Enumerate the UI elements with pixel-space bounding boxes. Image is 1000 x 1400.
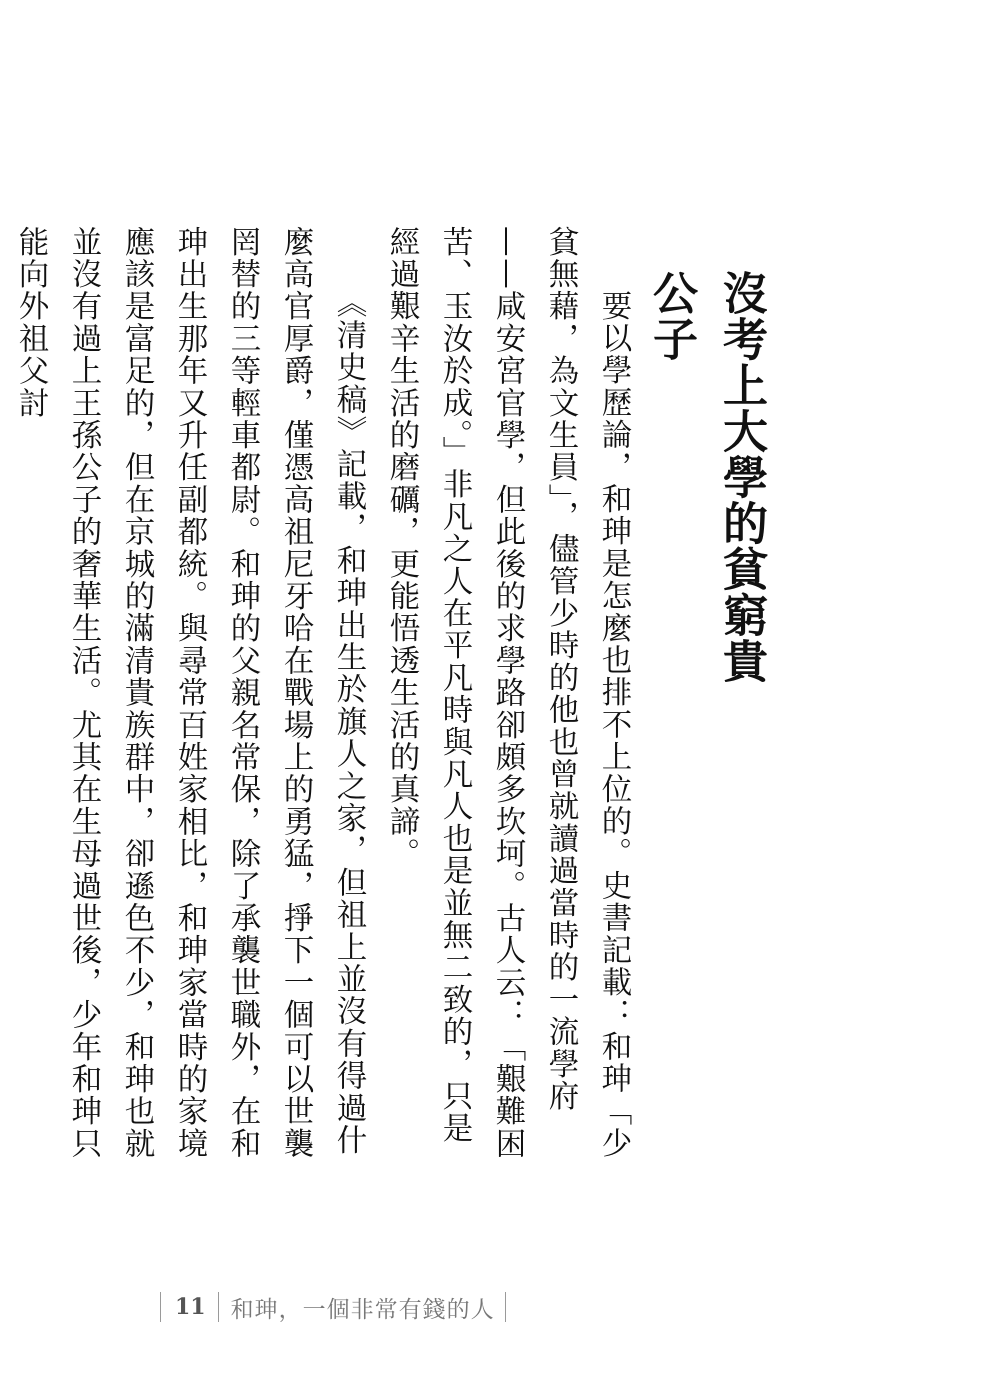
paragraph-2: 《清史稿》記載，和珅出生於旗人之家，但祖上並沒有得過什麼高官厚爵，僅憑高祖尼牙哈在戰場上的勇猛，掙下一個可以世襲罔替的三等輕車都尉。和珅的父親名常保，除了承襲世職外，在和珅出生那年又升任副都統。與尋常百姓家相比，和珅家當時的家境應該是富足的，但在京城的滿清貴族群中，卻遜色不少，和珅也就並沒有過上王孫公子的奢華生活。尤其在生母過世後，少年和珅只能向外祖父討 [13,226,366,1160]
footer-divider-right [505,1292,506,1322]
body-text [13,226,640,1176]
paragraph-1: 要以學歷論，和珅是怎麼也排不上位的。史書記載：和珅「少貧無藉，為文生員」，儘管少時的他也曾就讀過當時的一流學府——咸安宮官學，但此後的求學路卻頗多坎坷。古人云：「艱難困苦、玉汝於成。」非凡之人在平凡時與凡人也是並無二致的，只是經過艱辛生活的磨礪，更能悟透生活的真諦。 [384,226,631,1160]
page-footer [160,1290,506,1324]
chapter-title: 沒考上大學的貧窮貴公子 [645,270,768,684]
running-title: 和珅，一個非常有錢的人 [230,1296,495,1323]
page-number: 11 [175,1294,206,1320]
